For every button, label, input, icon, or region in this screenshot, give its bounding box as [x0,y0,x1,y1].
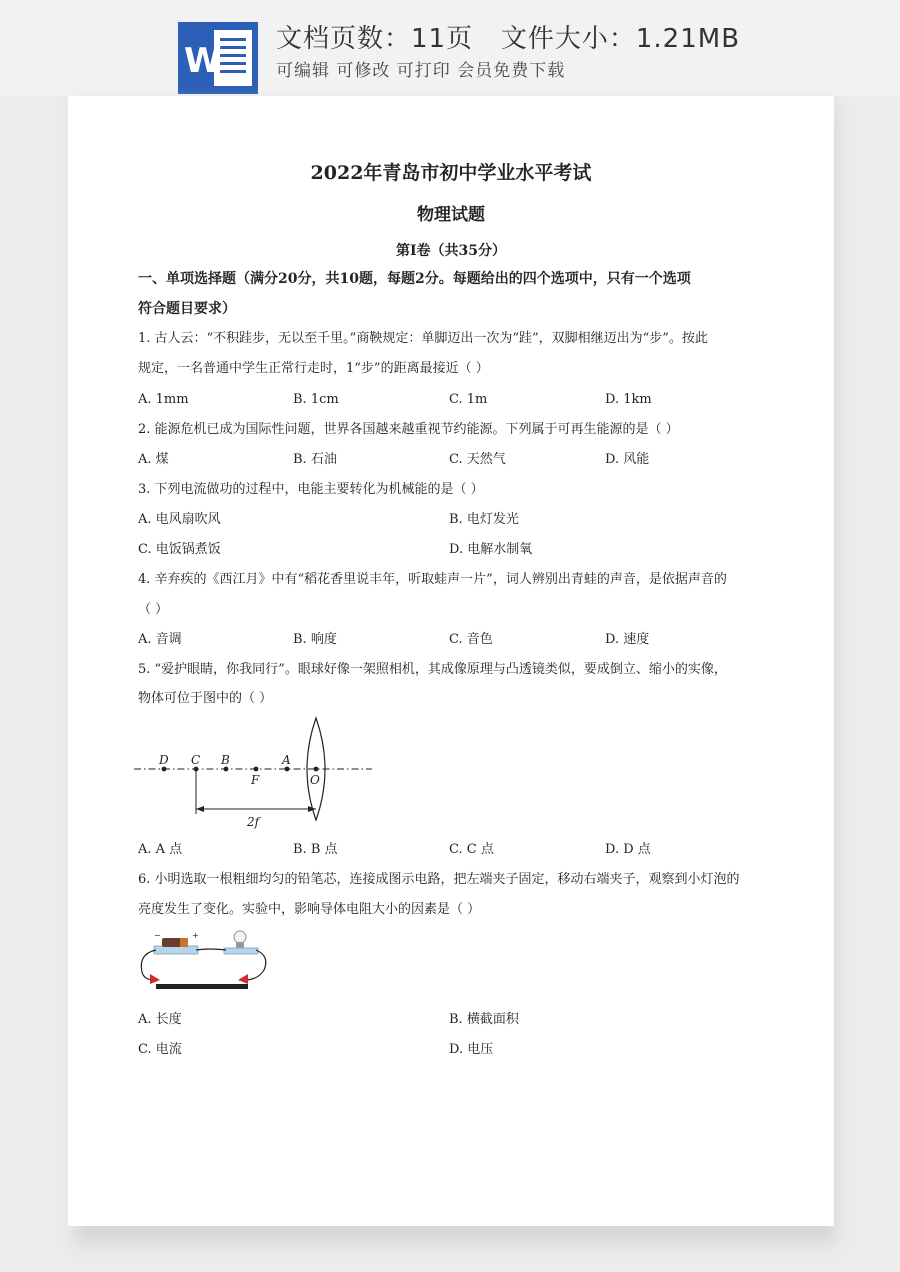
question-2-line1: 2. 能源危机已成为国际性问题，世界各国越来越重视节约能源。下列属于可再生能源的是（ ） [138,422,679,437]
q5-option-d: D. D 点 [605,842,651,857]
point-a [285,767,290,772]
point-o [314,767,319,772]
q4-option-b: B. 响度 [293,632,337,647]
question-1-line2: 规定，一名普通中学生正常行走时，1“步”的距离最接近（ ） [138,361,489,376]
document-page [68,96,834,1226]
question-4-line1: 4. 辛弃疾的《西江月》中有“稻花香里说丰年，听取蛙声一片”，词人辨别出青蛙的声音，是依据声音的 [138,572,727,587]
battery-minus: − [154,931,161,940]
battery-base [154,946,198,954]
lamp-socket [236,942,244,948]
q1-option-c: C. 1m [449,392,488,407]
label-b: B [221,753,230,767]
q3-option-a: A. 电风扇吹风 [138,512,221,527]
label-d: D [159,753,169,767]
label-f: F [251,773,260,787]
pencil-lead [156,984,248,989]
question-1-line1: 1. 古人云：“不积跬步，无以至千里。”商鞅规定：单脚迈出一次为“跬”，双脚相继迈出为“步”。按此 [138,331,708,346]
right-clip [238,974,248,984]
label-o: O [310,773,320,787]
label-a: A [282,753,291,767]
lamp-base [224,948,258,954]
left-clip [150,974,160,984]
exam-subject: 物理试题 [417,205,485,225]
light-bulb-icon [234,931,246,943]
q2-option-c: C. 天然气 [449,452,506,467]
q3-option-b: B. 电灯发光 [449,512,519,527]
q2-option-b: B. 石油 [293,452,337,467]
q6-option-d: D. 电压 [449,1042,494,1057]
q6-option-a: A. 长度 [138,1012,182,1027]
q4-option-a: A. 音调 [138,632,182,647]
label-c: C [191,753,201,767]
question-5-line2: 物体可位于图中的（ ） [138,691,273,706]
lens-diagram [134,714,384,834]
question-5-line1: 5. “爱护眼睛，你我同行”。眼球好像一架照相机，其成像原理与凸透镜类似，要成倒立、缩小的实像， [138,662,727,677]
question-4-line2: （ ） [138,602,169,617]
circuit-diagram [136,928,272,1000]
q4-option-c: C. 音色 [449,632,493,647]
q6-option-b: B. 横截面积 [449,1012,519,1027]
banner-title: 文档页数：11页 文件大小：1.21MB [276,24,741,54]
q3-option-c: C. 电饭锅煮饭 [138,542,221,557]
q6-option-c: C. 电流 [138,1042,182,1057]
word-document-icon [178,22,258,94]
download-banner [0,0,900,96]
q5-option-b: B. B 点 [293,842,338,857]
point-d [162,767,167,772]
q2-option-d: D. 风能 [605,452,650,467]
question-3-line1: 3. 下列电流做功的过程中，电能主要转化为机械能的是（ ） [138,482,484,497]
question-6-line1: 6. 小明选取一根粗细均匀的铅笔芯，连接成图示电路，把左端夹子固定，移动右端夹子，观察到小灯泡的 [138,872,740,887]
question-6-line2: 亮度发生了变化。实验中，影响导体电阻大小的因素是（ ） [138,902,481,917]
word-icon-letter: W [184,41,222,81]
q4-option-d: D. 速度 [605,632,650,647]
wire-middle [196,949,226,950]
q2-option-a: A. 煤 [138,452,169,467]
battery-cap [180,938,188,947]
q1-option-d: D. 1km [605,392,652,407]
label-2f: 2f [247,815,260,829]
q1-option-b: B. 1cm [293,392,339,407]
wire-left [141,950,156,980]
q5-option-c: C. C 点 [449,842,494,857]
volume-heading: 第I卷（共35分） [395,243,507,259]
point-f [254,767,259,772]
section-heading-line1: 一、单项选择题（满分20分，共10题，每题2分。每题给出的四个选项中，只有一个选项 [138,271,691,287]
point-b [224,767,229,772]
dimension-arrow-left [196,806,204,812]
exam-title: 2022年青岛市初中学业水平考试 [310,162,592,184]
q5-option-a: A. A 点 [138,842,183,857]
section-heading-line2: 符合题目要求） [138,301,236,317]
q1-option-a: A. 1mm [138,392,189,407]
banner-subtitle: 可编辑 可修改 可打印 会员免费下载 [276,61,566,81]
battery-plus: + [192,931,199,940]
q3-option-d: D. 电解水制氧 [449,542,533,557]
